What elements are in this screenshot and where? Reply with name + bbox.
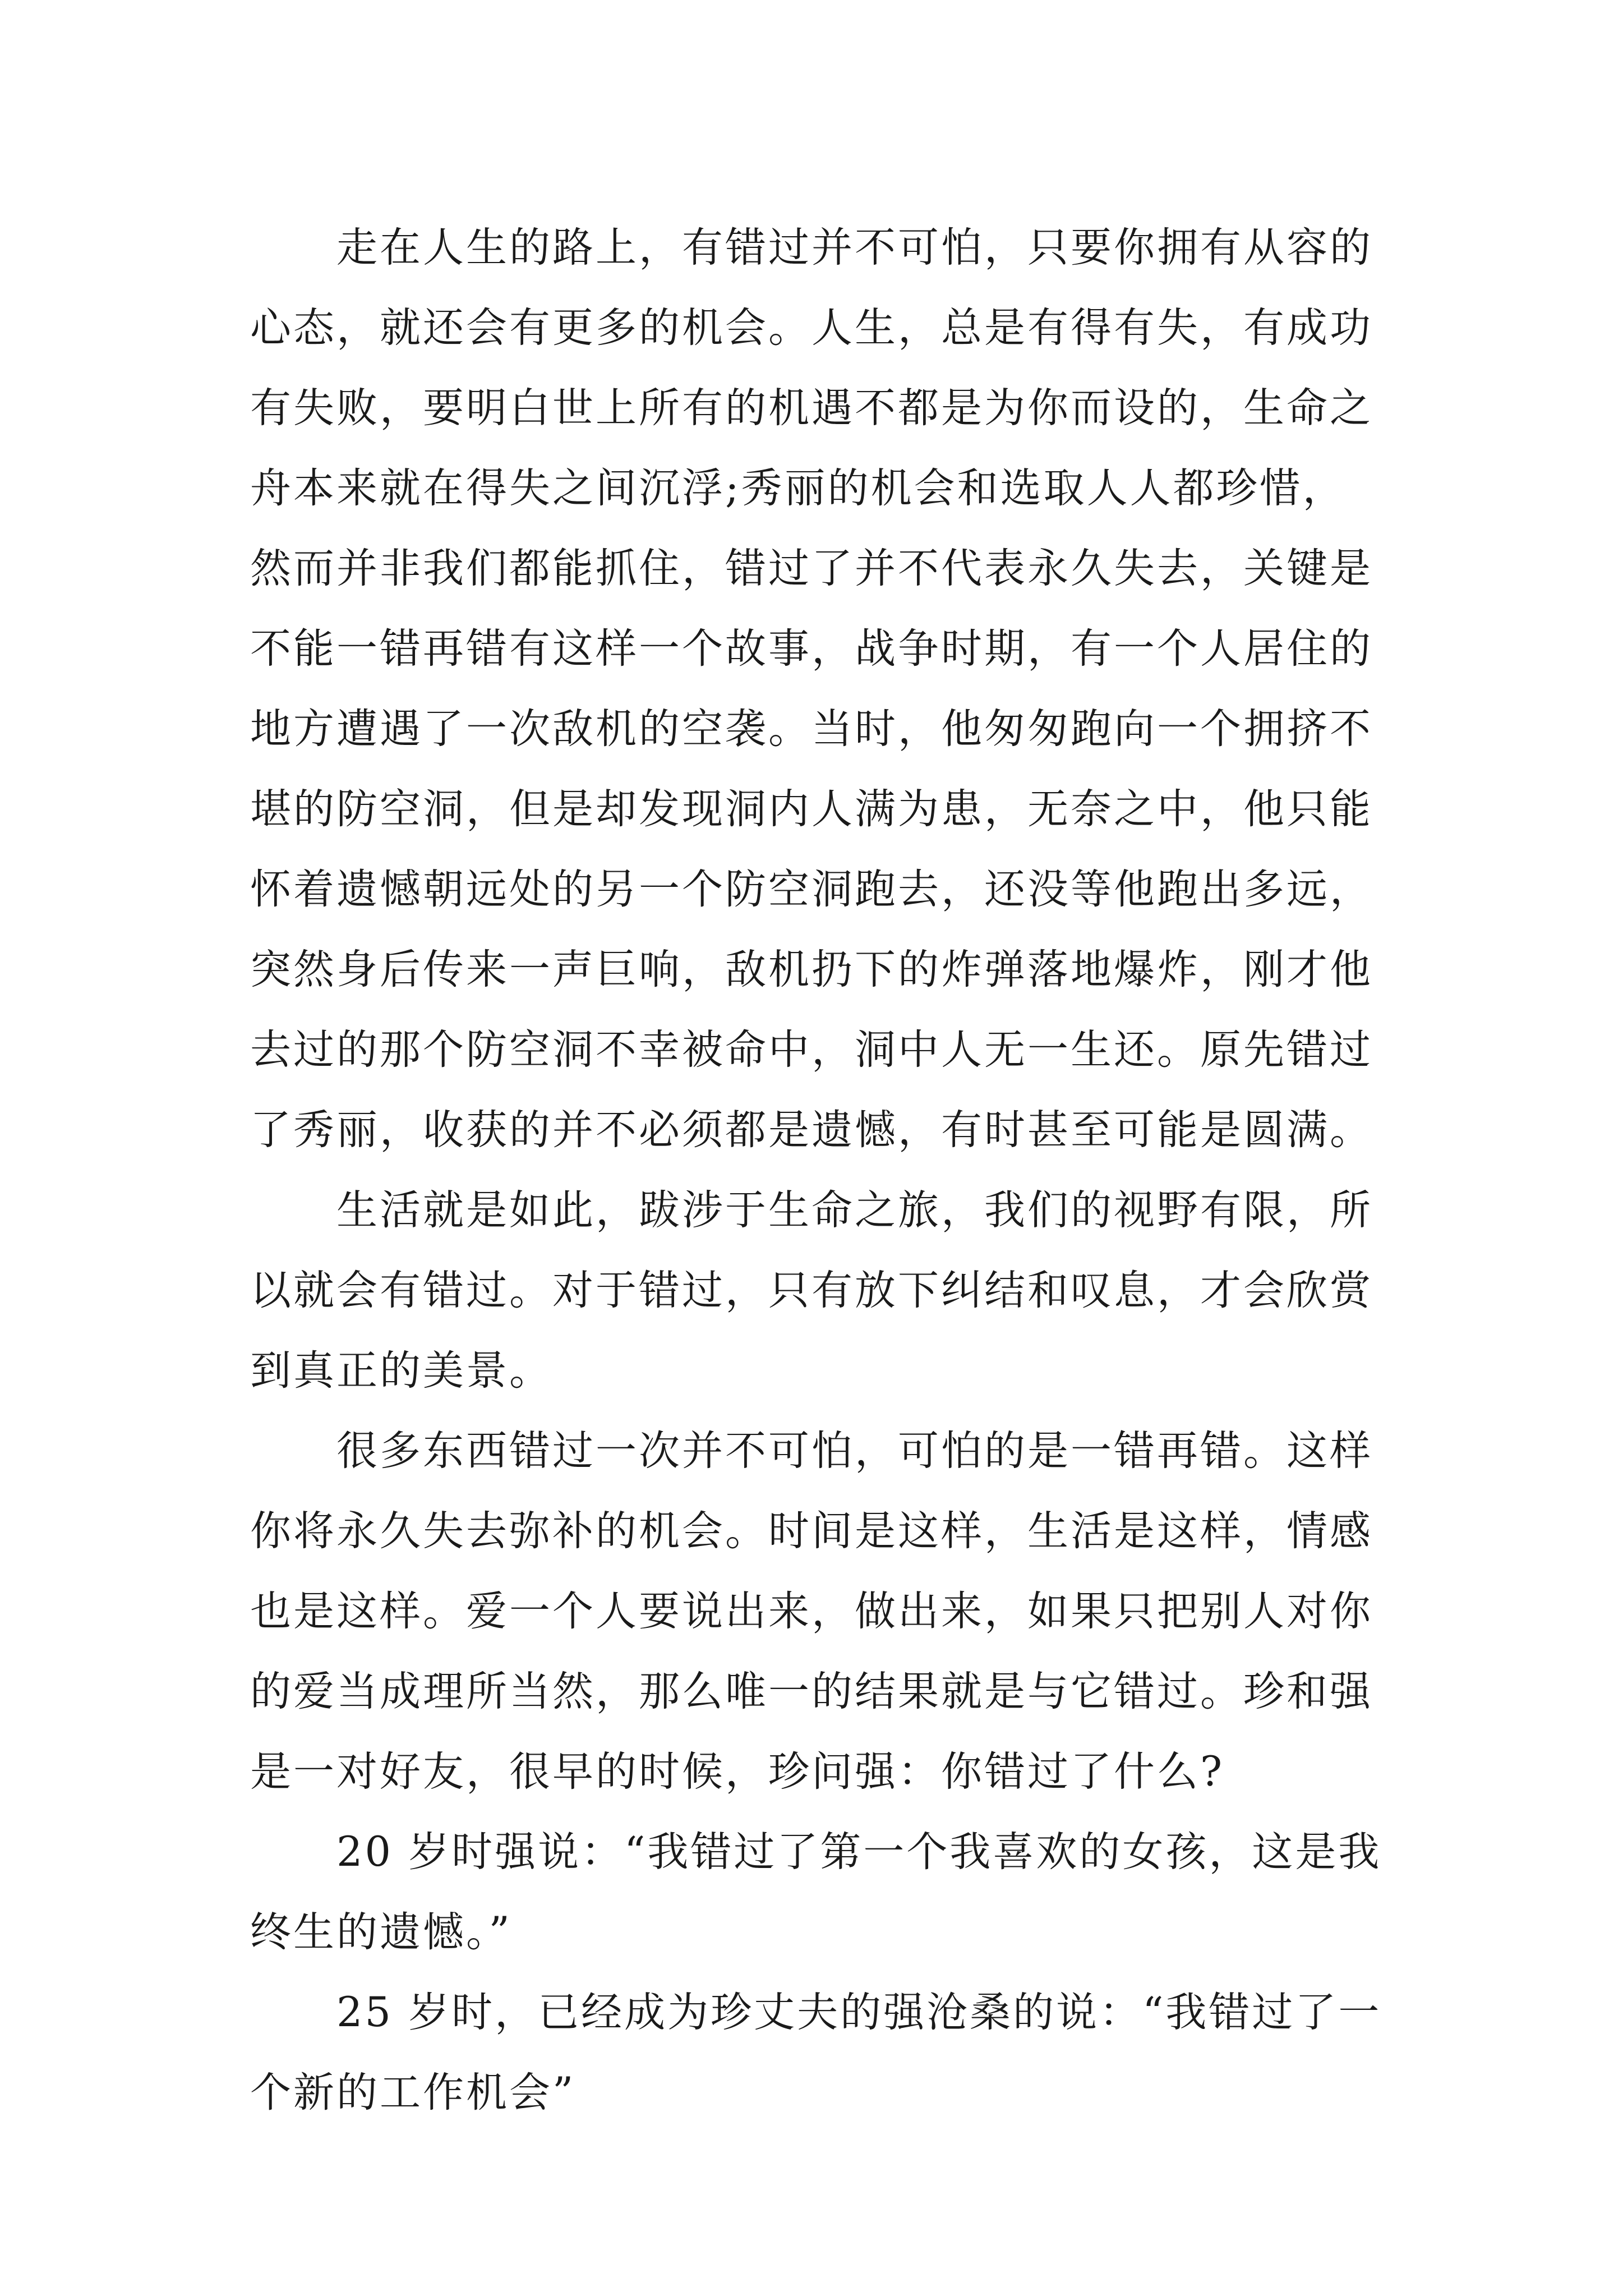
text-line: 堪的防空洞，但是却发现洞内人满为患，无奈之中，他只能 bbox=[250, 785, 1373, 833]
text-line: 很多东西错过一次并不可怕，可怕的是一错再错。这样 bbox=[250, 1427, 1373, 1475]
text-line: 心态，就还会有更多的机会。人生，总是有得有失，有成功 bbox=[250, 304, 1373, 352]
text-line: 个新的工作机会” bbox=[250, 2069, 576, 2116]
text-line: 地方遭遇了一次敌机的空袭。当时，他匆匆跑向一个拥挤不 bbox=[250, 705, 1373, 753]
text-line: 突然身后传来一声巨响，敌机扔下的炸弹落地爆炸，刚才他 bbox=[250, 946, 1373, 993]
text-line: 你将永久失去弥补的机会。时间是这样，生活是这样，情感 bbox=[250, 1507, 1373, 1555]
text-line: 走在人生的路上，有错过并不可怕，只要你拥有从容的 bbox=[250, 224, 1373, 272]
text-line: 有失败，要明白世上所有的机遇不都是为你而设的，生命之 bbox=[250, 384, 1373, 432]
text-line: 是一对好友，很早的时候，珍问强：你错过了什么? bbox=[250, 1748, 1225, 1796]
text-line: 然而并非我们都能抓住，错过了并不代表永久失去，关键是 bbox=[250, 545, 1373, 592]
text-line: 怀着遗憾朝远处的另一个防空洞跑去，还没等他跑出多远， bbox=[250, 866, 1373, 913]
text-line: 20 岁时强说：“我错过了第一个我喜欢的女孩，这是我 bbox=[250, 1828, 1382, 1876]
text-line: 不能一错再错有这样一个故事，战争时期，有一个人居住的 bbox=[250, 625, 1373, 673]
text-line: 到真正的美景。 bbox=[250, 1347, 552, 1395]
text-line: 终生的遗憾。” bbox=[250, 1908, 512, 1956]
text-line: 以就会有错过。对于错过，只有放下纠结和叹息，才会欣赏 bbox=[250, 1267, 1373, 1314]
text-line: 也是这样。爱一个人要说出来，做出来，如果只把别人对你 bbox=[250, 1588, 1373, 1635]
document-body bbox=[250, 208, 1382, 2133]
text-line: 去过的那个防空洞不幸被命中，洞中人无一生还。原先错过 bbox=[250, 1026, 1373, 1074]
text-line: 了秀丽，收获的并不必须都是遗憾，有时甚至可能是圆满。 bbox=[250, 1106, 1373, 1154]
text-line: 生活就是如此，跋涉于生命之旅，我们的视野有限，所 bbox=[250, 1186, 1373, 1234]
text-line: 的爱当成理所当然，那么唯一的结果就是与它错过。珍和强 bbox=[250, 1668, 1373, 1715]
text-line: 25 岁时，已经成为珍丈夫的强沧桑的说：“我错过了一 bbox=[250, 1989, 1382, 2036]
text-line: 舟本来就在得失之间沉浮;秀丽的机会和选取人人都珍惜， bbox=[250, 464, 1346, 512]
